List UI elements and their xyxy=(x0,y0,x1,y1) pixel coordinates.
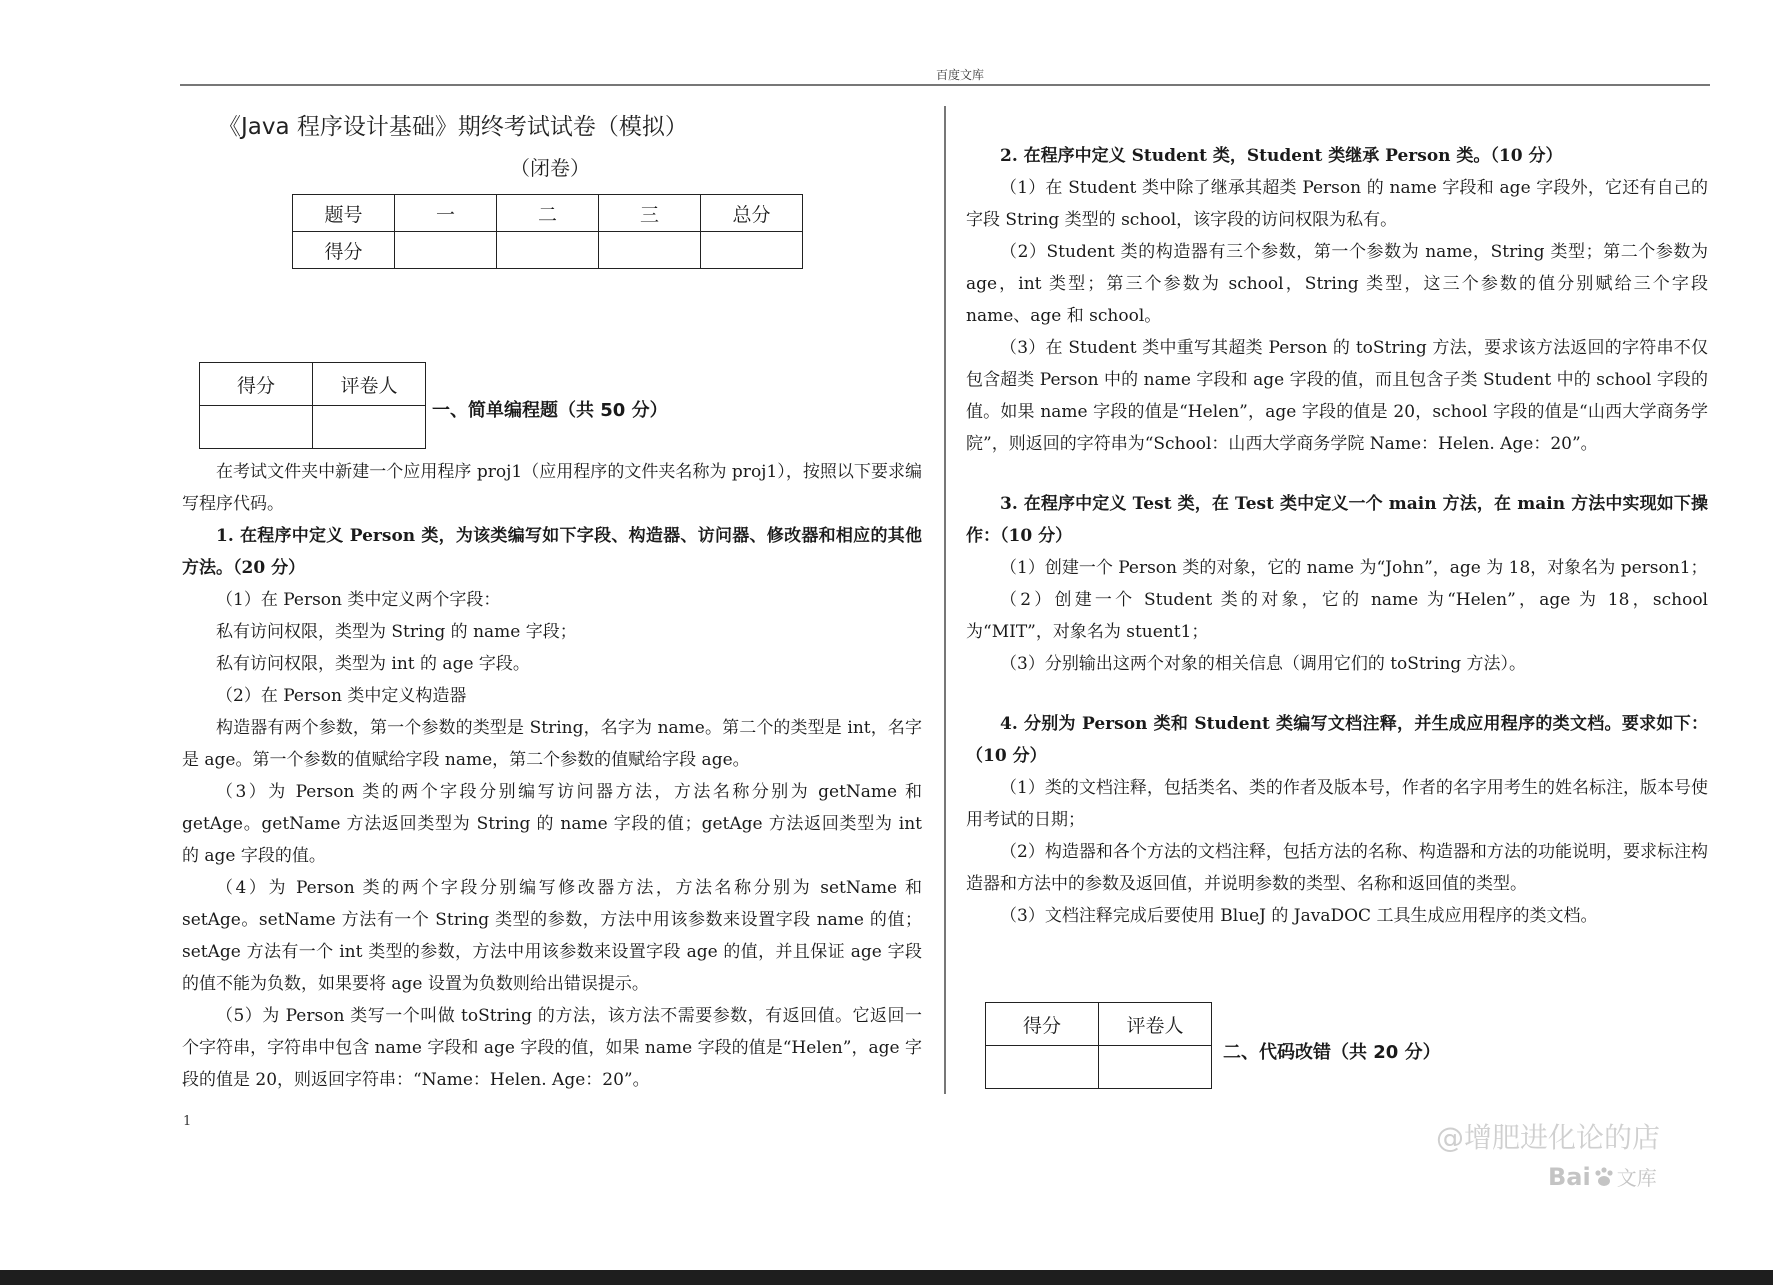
paragraph: （2）构造器和各个方法的文档注释，包括方法的名称、构造器和方法的功能说明，要求标注构造器和方法中的参数及返回值，并说明参数的类型、名称和返回值的类型。 xyxy=(966,842,1708,894)
exam-title: 《Java 程序设计基础》期终考试试卷（模拟） xyxy=(218,114,688,140)
score-cell-empty xyxy=(395,232,497,269)
score-table-cell: 总分 xyxy=(701,195,803,232)
logo-text-right: 文库 xyxy=(1616,1166,1657,1190)
grader-name-label: 评卷人 xyxy=(313,363,426,406)
paragraph: （1）类的文档注释，包括类名、类的作者及版本号，作者的名字用考生的姓名标注，版本号使用考试的日期； xyxy=(966,778,1708,830)
question-heading: 2. 在程序中定义 Student 类，Student 类继承 Person 类。（10 分） xyxy=(1000,146,1563,166)
right-column-content xyxy=(966,140,1708,932)
grader-score-label: 得分 xyxy=(986,1003,1099,1046)
paragraph: （3）在 Student 类中重写其超类 Person 的 toString 方法，要求该方法返回的字符串不仅包含超类 Person 中的 name 字段和 age 字段的值，而且包含子类 Student 中的 school 字段的值。如果 name 字段的值是“Helen”，age 字段的值是 20，school 字段的值是“山西大学商务学院”，则返回的字符串为“School：山西大学商务学院 Name：Helen. Age：20”。 xyxy=(966,338,1708,454)
question-heading: 4. 分别为 Person 类和 Student 类编写文档注释，并生成应用程序的类文档。要求如下：（10 分） xyxy=(966,714,1708,766)
score-table-header-row xyxy=(293,195,803,232)
score-table-score-row xyxy=(293,232,803,269)
paragraph: （2）创建一个 Student 类的对象，它的 name 为“Helen”，age 为 18，school 为“MIT”，对象名为 stuent1； xyxy=(966,590,1708,642)
paragraph: （3）分别输出这两个对象的相关信息（调用它们的 toString 方法）。 xyxy=(1000,654,1527,674)
bottom-band xyxy=(0,1270,1773,1285)
paragraph-gap xyxy=(966,680,1708,708)
grader-cell-empty xyxy=(986,1046,1099,1089)
watermark-text: @增肥进化论的店 xyxy=(1436,1121,1661,1154)
grader-table-section2 xyxy=(985,1002,1212,1089)
score-cell-empty xyxy=(497,232,599,269)
baidu-wenku-logo xyxy=(1548,1162,1657,1191)
paragraph: （1）在 Student 类中除了继承其超类 Person 的 name 字段和 age 字段外，它还有自己的字段 String 类型的 school，该字段的访问权限为私有。 xyxy=(966,178,1708,230)
paragraph: 私有访问权限，类型为 String 的 name 字段； xyxy=(216,622,577,642)
score-table-cell: 二 xyxy=(497,195,599,232)
score-table-cell: 题号 xyxy=(293,195,395,232)
paragraph-gap xyxy=(966,460,1708,488)
exam-subtitle: （闭卷） xyxy=(510,156,590,180)
score-table-cell: 三 xyxy=(599,195,701,232)
grader-cell-empty xyxy=(200,406,313,449)
question-heading: 3. 在程序中定义 Test 类，在 Test 类中定义一个 main 方法，在 main 方法中实现如下操作：（10 分） xyxy=(966,494,1708,546)
paragraph: 私有访问权限，类型为 int 的 age 字段。 xyxy=(216,654,530,674)
paragraph: （2）在 Person 类中定义构造器 xyxy=(216,686,467,706)
grader-table-section1 xyxy=(199,362,426,449)
score-table-cell: 一 xyxy=(395,195,497,232)
logo-text-left: Bai xyxy=(1548,1163,1591,1191)
header-rule xyxy=(180,84,1710,86)
score-cell-empty xyxy=(599,232,701,269)
score-row-label: 得分 xyxy=(293,232,395,269)
section2-heading: 二、代码改错（共 20 分） xyxy=(1223,1042,1441,1063)
page-header: 百度文库 xyxy=(935,68,984,82)
paragraph: （4）为 Person 类的两个字段分别编写修改器方法，方法名称分别为 setName 和 setAge。setName 方法有一个 String 类型的参数，方法中用该参数来设置字段 name 的值；setAge 方法有一个 int 类型的参数，方法中用该参数来设置字段 age 的值，并且保证 age 字段的值不能为负数，如果要将 age 设置为负数则给出错误提示。 xyxy=(182,878,922,994)
section1-heading: 一、简单编程题（共 50 分） xyxy=(432,400,668,421)
paragraph: 在考试文件夹中新建一个应用程序 proj1（应用程序的文件夹名称为 proj1），按照以下要求编写程序代码。 xyxy=(182,462,922,514)
paragraph: （3）为 Person 类的两个字段分别编写访问器方法，方法名称分别为 getName 和 getAge。getName 方法返回类型为 String 的 name 字段的值；getAge 方法返回类型为 int 的 age 字段的值。 xyxy=(182,782,922,866)
paragraph: （1）在 Person 类中定义两个字段： xyxy=(216,590,501,610)
grader-cell-empty xyxy=(313,406,426,449)
left-column-content xyxy=(182,456,922,1096)
page-number: 1 xyxy=(183,1114,192,1129)
paragraph: （2）Student 类的构造器有三个参数，第一个参数为 name，String 类型；第二个参数为 age，int 类型；第三个参数为 school，String 类型，这三个参数的值分别赋给三个字段 name、age 和 school。 xyxy=(966,242,1708,326)
column-divider xyxy=(944,106,946,1094)
paragraph: （3）文档注释完成后要使用 BlueJ 的 JavaDOC 工具生成应用程序的类文档。 xyxy=(1000,906,1598,926)
grader-name-label: 评卷人 xyxy=(1099,1003,1212,1046)
score-cell-empty xyxy=(701,232,803,269)
paragraph: （5）为 Person 类写一个叫做 toString 的方法，该方法不需要参数，有返回值。它返回一个字符串，字符串中包含 name 字段和 age 字段的值，如果 name 字段的值是“Helen”，age 字段的值是 20，则返回字符串：“Name：Helen. Age：20”。 xyxy=(182,1006,922,1090)
score-table xyxy=(292,194,803,269)
grader-score-label: 得分 xyxy=(200,363,313,406)
paw-icon xyxy=(1593,1166,1615,1188)
paragraph: （1）创建一个 Person 类的对象，它的 name 为“John”，age 为 18，对象名为 person1； xyxy=(1000,558,1708,578)
paragraph: 构造器有两个参数，第一个参数的类型是 String，名字为 name。第二个的类型是 int，名字是 age。第一个参数的值赋给字段 name，第二个参数的值赋给字段 age。 xyxy=(182,718,922,770)
question-heading: 1. 在程序中定义 Person 类，为该类编写如下字段、构造器、访问器、修改器和相应的其他方法。（20 分） xyxy=(182,526,922,578)
grader-cell-empty xyxy=(1099,1046,1212,1089)
